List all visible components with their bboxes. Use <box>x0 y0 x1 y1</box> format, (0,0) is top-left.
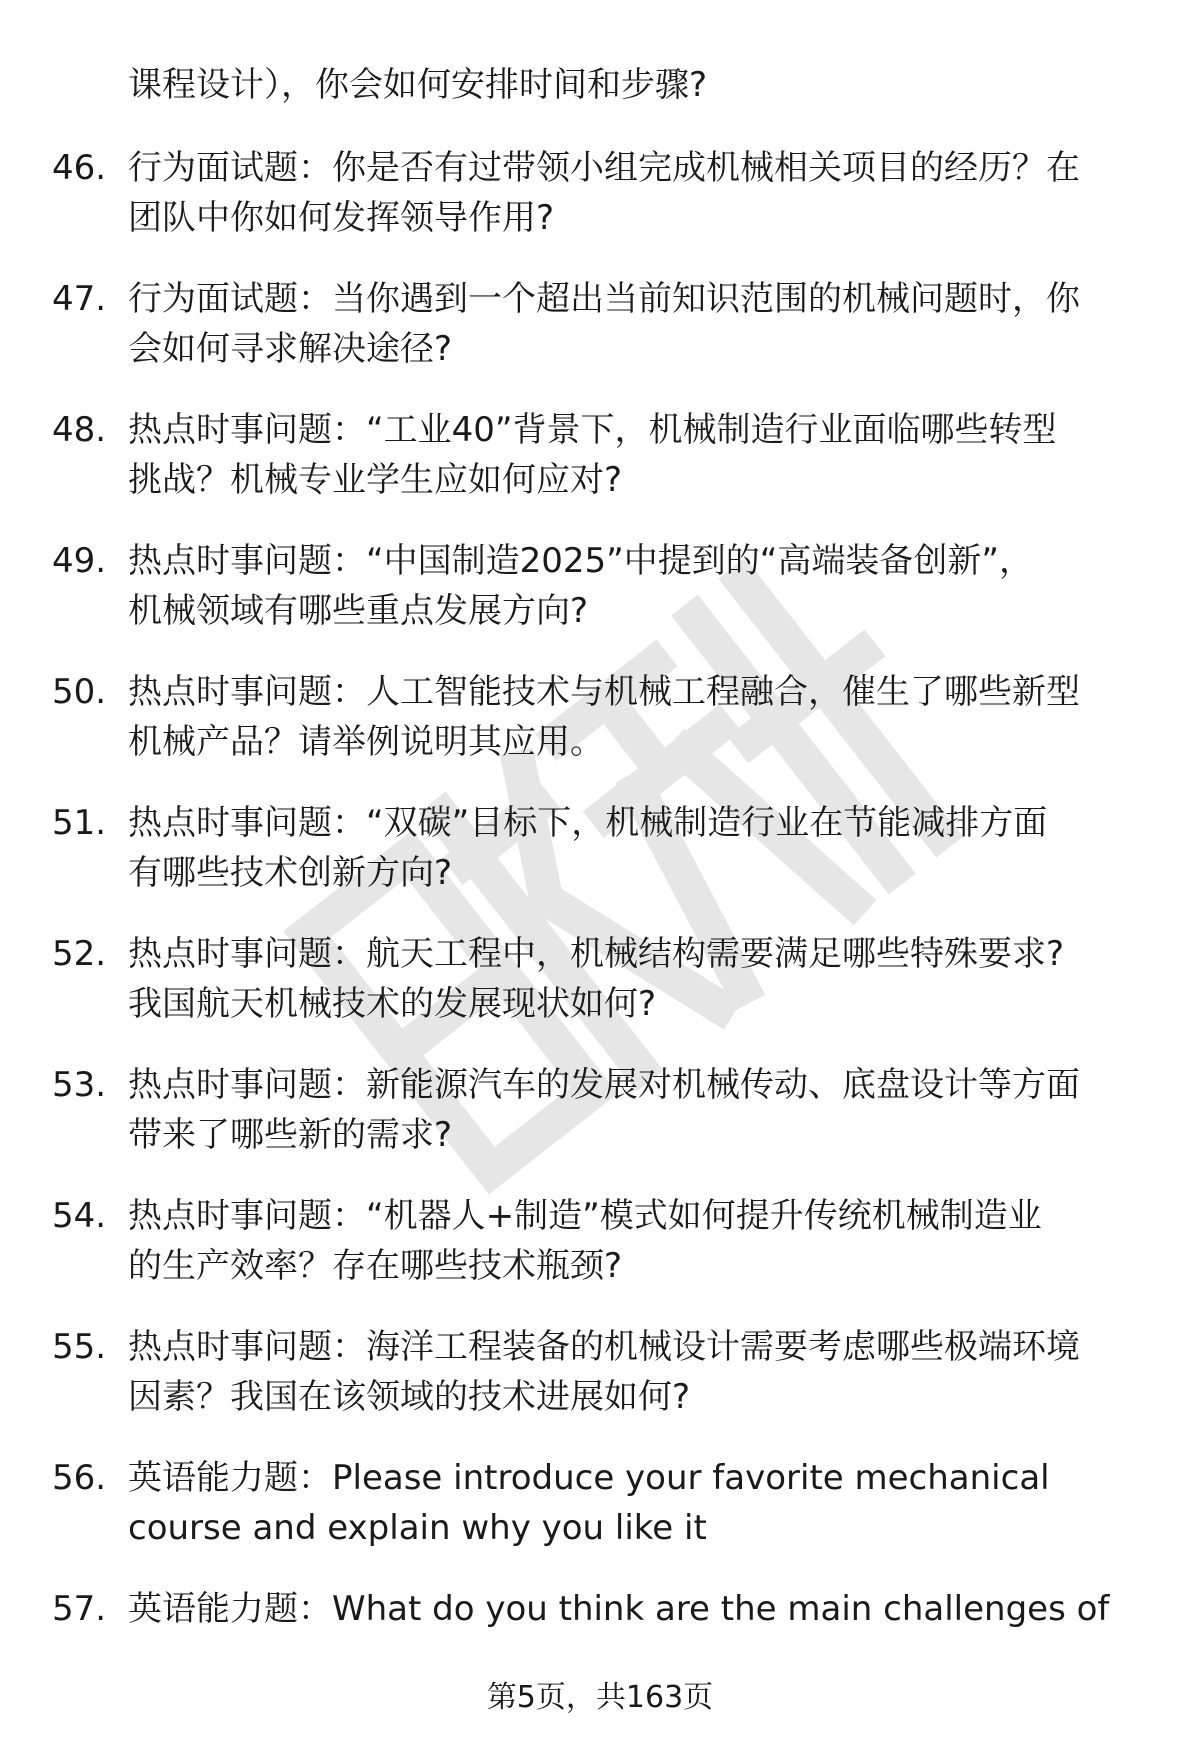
question-number: 49. <box>52 541 107 581</box>
question-text-line: 我国航天机械技术的发展现状如何? <box>128 984 657 1024</box>
question-text-line: 团队中你如何发挥领导作用? <box>128 198 555 238</box>
continuation-line: 课程设计），你会如何安排时间和步骤? <box>128 65 708 105</box>
question-text-line: 热点时事问题：航天工程中，机械结构需要满足哪些特殊要求? <box>128 934 1065 974</box>
question-list <box>0 143 1200 1715</box>
question-text-line: 英语能力题：Please introduce your favorite mechanical <box>128 1458 1050 1498</box>
question-item <box>0 1322 1200 1453</box>
question-item <box>0 143 1200 274</box>
question-text-line: 机械产品？请举例说明其应用。 <box>128 722 604 762</box>
question-text-line: 行为面试题：当你遇到一个超出当前知识范围的机械问题时，你 <box>128 279 1080 319</box>
question-number: 48. <box>52 410 107 450</box>
question-item <box>0 274 1200 405</box>
question-item <box>0 1060 1200 1191</box>
page-footer: 第5页，共163页 <box>486 1680 714 1715</box>
question-text-line: 热点时事问题：人工智能技术与机械工程融合，催生了哪些新型 <box>128 672 1080 712</box>
question-text-line: 带来了哪些新的需求? <box>128 1115 453 1155</box>
question-text <box>128 1191 1158 1291</box>
question-item <box>0 1191 1200 1322</box>
question-text-line: 的生产效率？存在哪些技术瓶颈? <box>128 1246 623 1286</box>
question-number: 53. <box>52 1065 107 1105</box>
question-number: 51. <box>52 803 107 843</box>
question-text-line: course and explain why you like it <box>128 1508 707 1548</box>
question-text-line: 因素？我国在该领域的技术进展如何? <box>128 1377 691 1417</box>
question-text-line: 机械领域有哪些重点发展方向? <box>128 591 589 631</box>
question-item <box>0 1453 1200 1584</box>
question-number: 47. <box>52 279 107 319</box>
question-number: 57. <box>52 1589 107 1629</box>
question-text <box>128 1322 1158 1422</box>
question-text-line: 热点时事问题：“工业40”背景下，机械制造行业面临哪些转型 <box>128 410 1057 450</box>
question-text-line: 有哪些技术创新方向? <box>128 853 453 893</box>
question-text <box>128 143 1158 243</box>
question-text <box>128 1060 1158 1160</box>
question-text <box>128 798 1158 898</box>
question-item <box>0 667 1200 798</box>
question-text <box>128 405 1158 505</box>
question-text-line: 英语能力题：What do you think are the main challenges of <box>128 1589 1110 1629</box>
question-item <box>0 536 1200 667</box>
question-number: 56. <box>52 1458 107 1498</box>
question-text-line: 热点时事问题：新能源汽车的发展对机械传动、底盘设计等方面 <box>128 1065 1080 1105</box>
question-number: 54. <box>52 1196 107 1236</box>
question-text-line: 热点时事问题：海洋工程装备的机械设计需要考虑哪些极端环境 <box>128 1327 1080 1367</box>
question-text <box>128 667 1158 767</box>
question-text <box>128 274 1158 374</box>
question-number: 52. <box>52 934 107 974</box>
question-item <box>0 405 1200 536</box>
question-number: 46. <box>52 148 107 188</box>
question-item <box>0 798 1200 929</box>
question-text <box>128 1453 1158 1553</box>
question-text-line: 挑战？机械专业学生应如何应对? <box>128 460 623 500</box>
question-text <box>128 536 1158 636</box>
question-number: 50. <box>52 672 107 712</box>
question-text <box>128 929 1158 1029</box>
question-text-line: 热点时事问题：“机器人+制造”模式如何提升传统机械制造业 <box>128 1196 1042 1236</box>
question-text-line: 热点时事问题：“中国制造2025”中提到的“高端装备创新”， <box>128 541 1033 581</box>
question-text-line: 行为面试题：你是否有过带领小组完成机械相关项目的经历？在 <box>128 148 1080 188</box>
question-text-line: 会如何寻求解决途径? <box>128 329 453 369</box>
question-number: 55. <box>52 1327 107 1367</box>
question-text <box>128 1584 1158 1634</box>
question-text-line: 热点时事问题：“双碳”目标下，机械制造行业在节能减排方面 <box>128 803 1048 843</box>
question-item <box>0 929 1200 1060</box>
